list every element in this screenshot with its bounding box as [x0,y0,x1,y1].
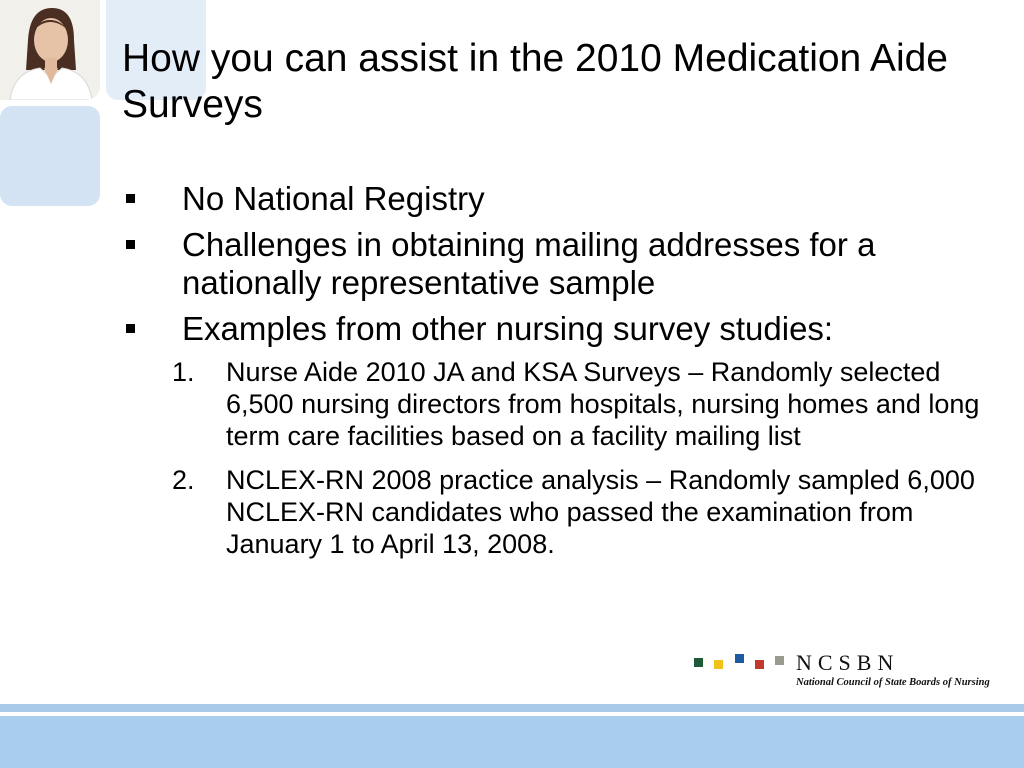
item-number: 1. [172,357,195,387]
logo-square-icon [694,658,703,667]
bullet-square-icon [126,240,135,249]
bullet-text: Examples from other nursing survey studies: [182,310,834,347]
logo-subtitle: National Council of State Boards of Nursing [796,677,990,688]
numbered-item [172,464,1002,560]
bullet-item [122,180,1002,218]
item-text: Nurse Aide 2010 JA and KSA Surveys – Randomly selected 6,500 nursing directors from hospitals, nursing homes and long term care facilities based on a facility mailing list [226,357,980,451]
bullet-list [122,180,1002,572]
logo-square-icon [775,656,784,665]
bullet-square-icon [126,324,135,333]
bullet-square-icon [126,194,135,203]
logo-square-icon [735,654,744,663]
bullet-item [122,226,1002,302]
footer-band [0,716,1024,768]
numbered-item [172,356,1002,452]
item-text: NCLEX-RN 2008 practice analysis – Randomly sampled 6,000 NCLEX-RN candidates who passed the examination from January 1 to April 13, 2008. [226,465,975,559]
logo-square-icon [714,660,723,669]
presenter-photo [0,0,100,100]
footer-stripe [0,704,1024,712]
ncsbn-logo [692,650,990,692]
bullet-item [122,310,1002,348]
decor-tile-left [0,106,100,206]
slide-title: How you can assist in the 2010 Medication Aide Surveys [122,37,948,126]
bullet-text: Challenges in obtaining mailing addresses for a nationally representative sample [182,226,876,301]
item-number: 2. [172,465,195,495]
logo-name: NCSBN [796,650,900,675]
bullet-text: No National Registry [182,180,485,217]
numbered-list [172,356,1002,560]
logo-square-icon [755,660,764,669]
